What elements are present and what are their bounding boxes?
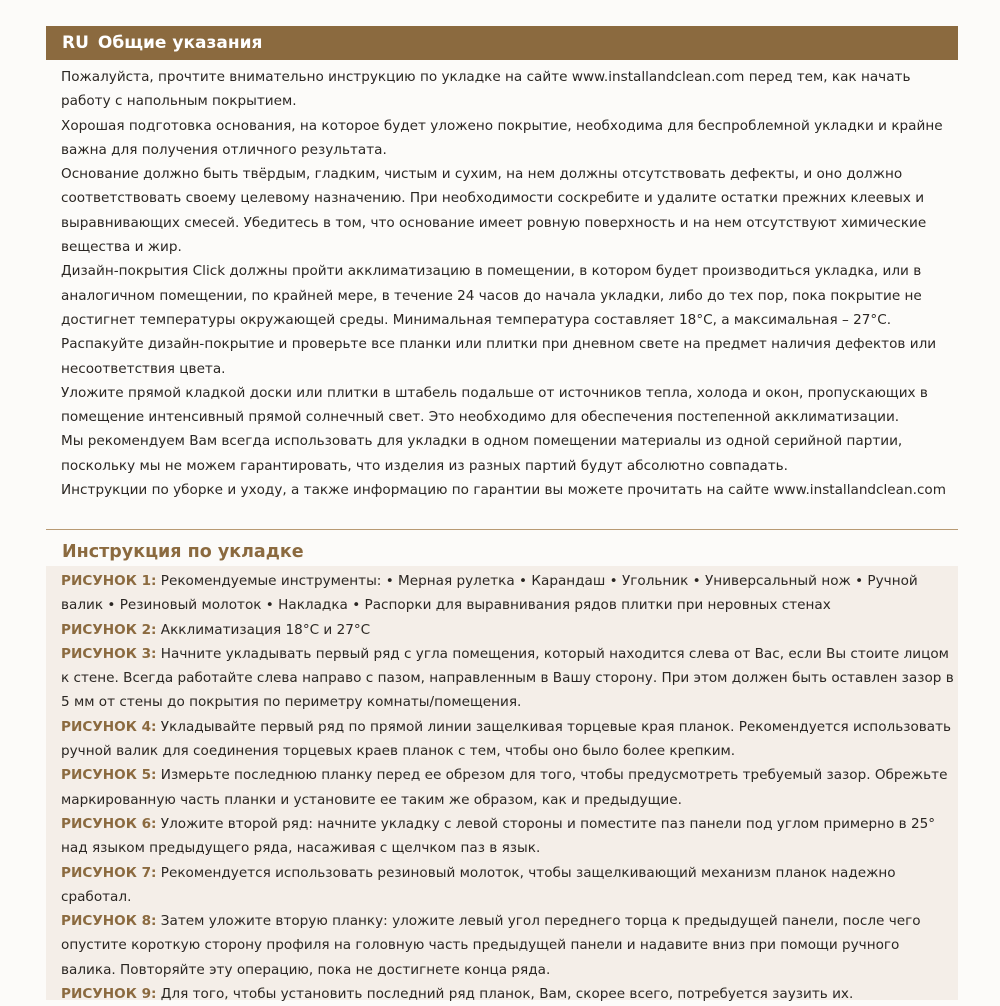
figure-item xyxy=(61,909,956,982)
figure-text: Затем уложите вторую планку: уложите левый угол переднего торца к предыдущей панели, после чего опустите короткую сторону профиля на головную часть предыдущей панели и надавите вниз при помощи ручного валика. Повторяйте эту операцию, пока не достигнете конца ряда. xyxy=(61,913,921,978)
figure-text: Рекомендуется использовать резиновый молоток, чтобы защелкивающий механизм планок надежно сработал. xyxy=(61,864,896,905)
language-code: RU xyxy=(62,33,89,53)
figure-item xyxy=(61,812,956,861)
header-title-text: Общие указания xyxy=(97,33,263,53)
intro-paragraph: Мы рекомендуем Вам всегда использовать для укладки в одном помещении материалы из одной серийной партии, поскольку мы не можем гарантировать, что изделия из разных партий будут абсолютно совпадать. xyxy=(61,433,903,474)
figure-instructions xyxy=(61,569,956,1006)
figure-text: Рекомендуемые инструменты: • Мерная рулетка • Карандаш • Угольник • Универсальный нож • Ручной валик • Резиновый молоток • Накладка • Распорки для выравнивания рядов плитки при неровных стенах xyxy=(61,573,918,614)
figure-text: Для того, чтобы установить последний ряд планок, Вам, скорее всего, потребуется заузить их. xyxy=(156,986,854,1003)
intro-paragraph: Основание должно быть твёрдым, гладким, чистым и сухим, на нем должны отсутствовать дефекты, и оно должно соответствовать своему целевому назначению. При необходимости соскребите и удалите остатки прежних клеевых и выравнивающих смесей. Убедитесь в том, что основание имеет ровную поверхность и на нем отсутствуют химические вещества и жир. xyxy=(61,166,927,256)
figure-label: РИСУНОК 7: xyxy=(61,864,157,881)
figure-text: Начните укладывать первый ряд с угла помещения, который находится слева от Вас, если Вы стоите лицом к стене. Всегда работайте слева направо с пазом, направленным в Вашу сторону. При этом должен быть оставлен зазор в 5 мм от стены до покрытия по периметру комнаты/помещения. xyxy=(61,645,954,711)
figure-label: РИСУНОК 8: xyxy=(61,913,157,930)
figure-label: РИСУНОК 2: xyxy=(61,621,157,638)
figure-text: Акклиматизация 18°C и 27°C xyxy=(156,621,371,638)
intro-paragraph: Хорошая подготовка основания, на которое будет уложено покрытие, необходима для беспроблемной укладки и крайне важна для получения отличного результата. xyxy=(61,117,943,158)
figure-label: РИСУНОК 5: xyxy=(61,767,157,784)
section-header-title xyxy=(62,31,262,55)
figure-item xyxy=(61,642,956,715)
figure-item xyxy=(61,569,956,618)
figure-label: РИСУНОК 6: xyxy=(61,815,157,832)
installation-section-title: Инструкция по укладке xyxy=(62,542,304,562)
intro-paragraph: Распакуйте дизайн-покрытие и проверьте все планки или плитки при дневном свете на предмет наличия дефектов или несоответствия цвета. xyxy=(61,336,937,377)
figure-item xyxy=(61,982,956,1006)
intro-paragraph: Инструкции по уборке и уходу, а также информацию по гарантии вы можете прочитать на сайте www.installandclean.com xyxy=(61,482,946,499)
figure-label: РИСУНОК 9: xyxy=(61,986,157,1003)
intro-paragraph: Пожалуйста, прочтите внимательно инструкцию по укладке на сайте www.installandclean.com перед тем, как начать работу с напольным покрытием. xyxy=(61,69,911,110)
intro-paragraph: Уложите прямой кладкой доски или плитки в штабель подальше от источников тепла, холода и окон, пропускающих в помещение интенсивный прямой солнечный свет. Это необходимо для обеспечения постепенной акклиматизации. xyxy=(61,384,928,426)
figure-text: Укладывайте первый ряд по прямой линии защелкивая торцевые края планок. Рекомендуется использовать ручной валик для соединения торцевых краев планок с тем, чтобы оно было более крепким. xyxy=(61,718,952,760)
general-instructions xyxy=(61,65,956,502)
figure-label: РИСУНОК 4: xyxy=(61,718,157,735)
figure-text: Уложите второй ряд: начните укладку с левой стороны и поместите паз панели под углом примерно в 25° над языком предыдущего ряда, насаживая с щелчком паз в язык. xyxy=(61,815,936,857)
intro-paragraph: Дизайн-покрытия Click должны пройти акклиматизацию в помещении, в котором будет производиться укладка, или в аналогичном помещении, по крайней мере, в течение 24 часов до начала укладки, либо до тех пор, пока покрытие не достигнет температуры окружающей среды. Минимальная температура составляет 18°C, а максимальная – 27°C. xyxy=(61,263,922,328)
figure-item xyxy=(61,715,956,764)
figure-label: РИСУНОК 1: xyxy=(61,573,157,589)
section-divider xyxy=(46,529,958,530)
figure-label: РИСУНОК 3: xyxy=(61,645,157,662)
figure-item xyxy=(61,861,956,910)
figure-item xyxy=(61,763,956,812)
figure-item xyxy=(61,618,956,642)
figure-text: Измерьте последнюю планку перед ее обрезом для того, чтобы предусмотреть требуемый зазор. Обрежьте маркированную часть планки и установите ее таким же образом, как и предыдущие. xyxy=(61,767,948,808)
